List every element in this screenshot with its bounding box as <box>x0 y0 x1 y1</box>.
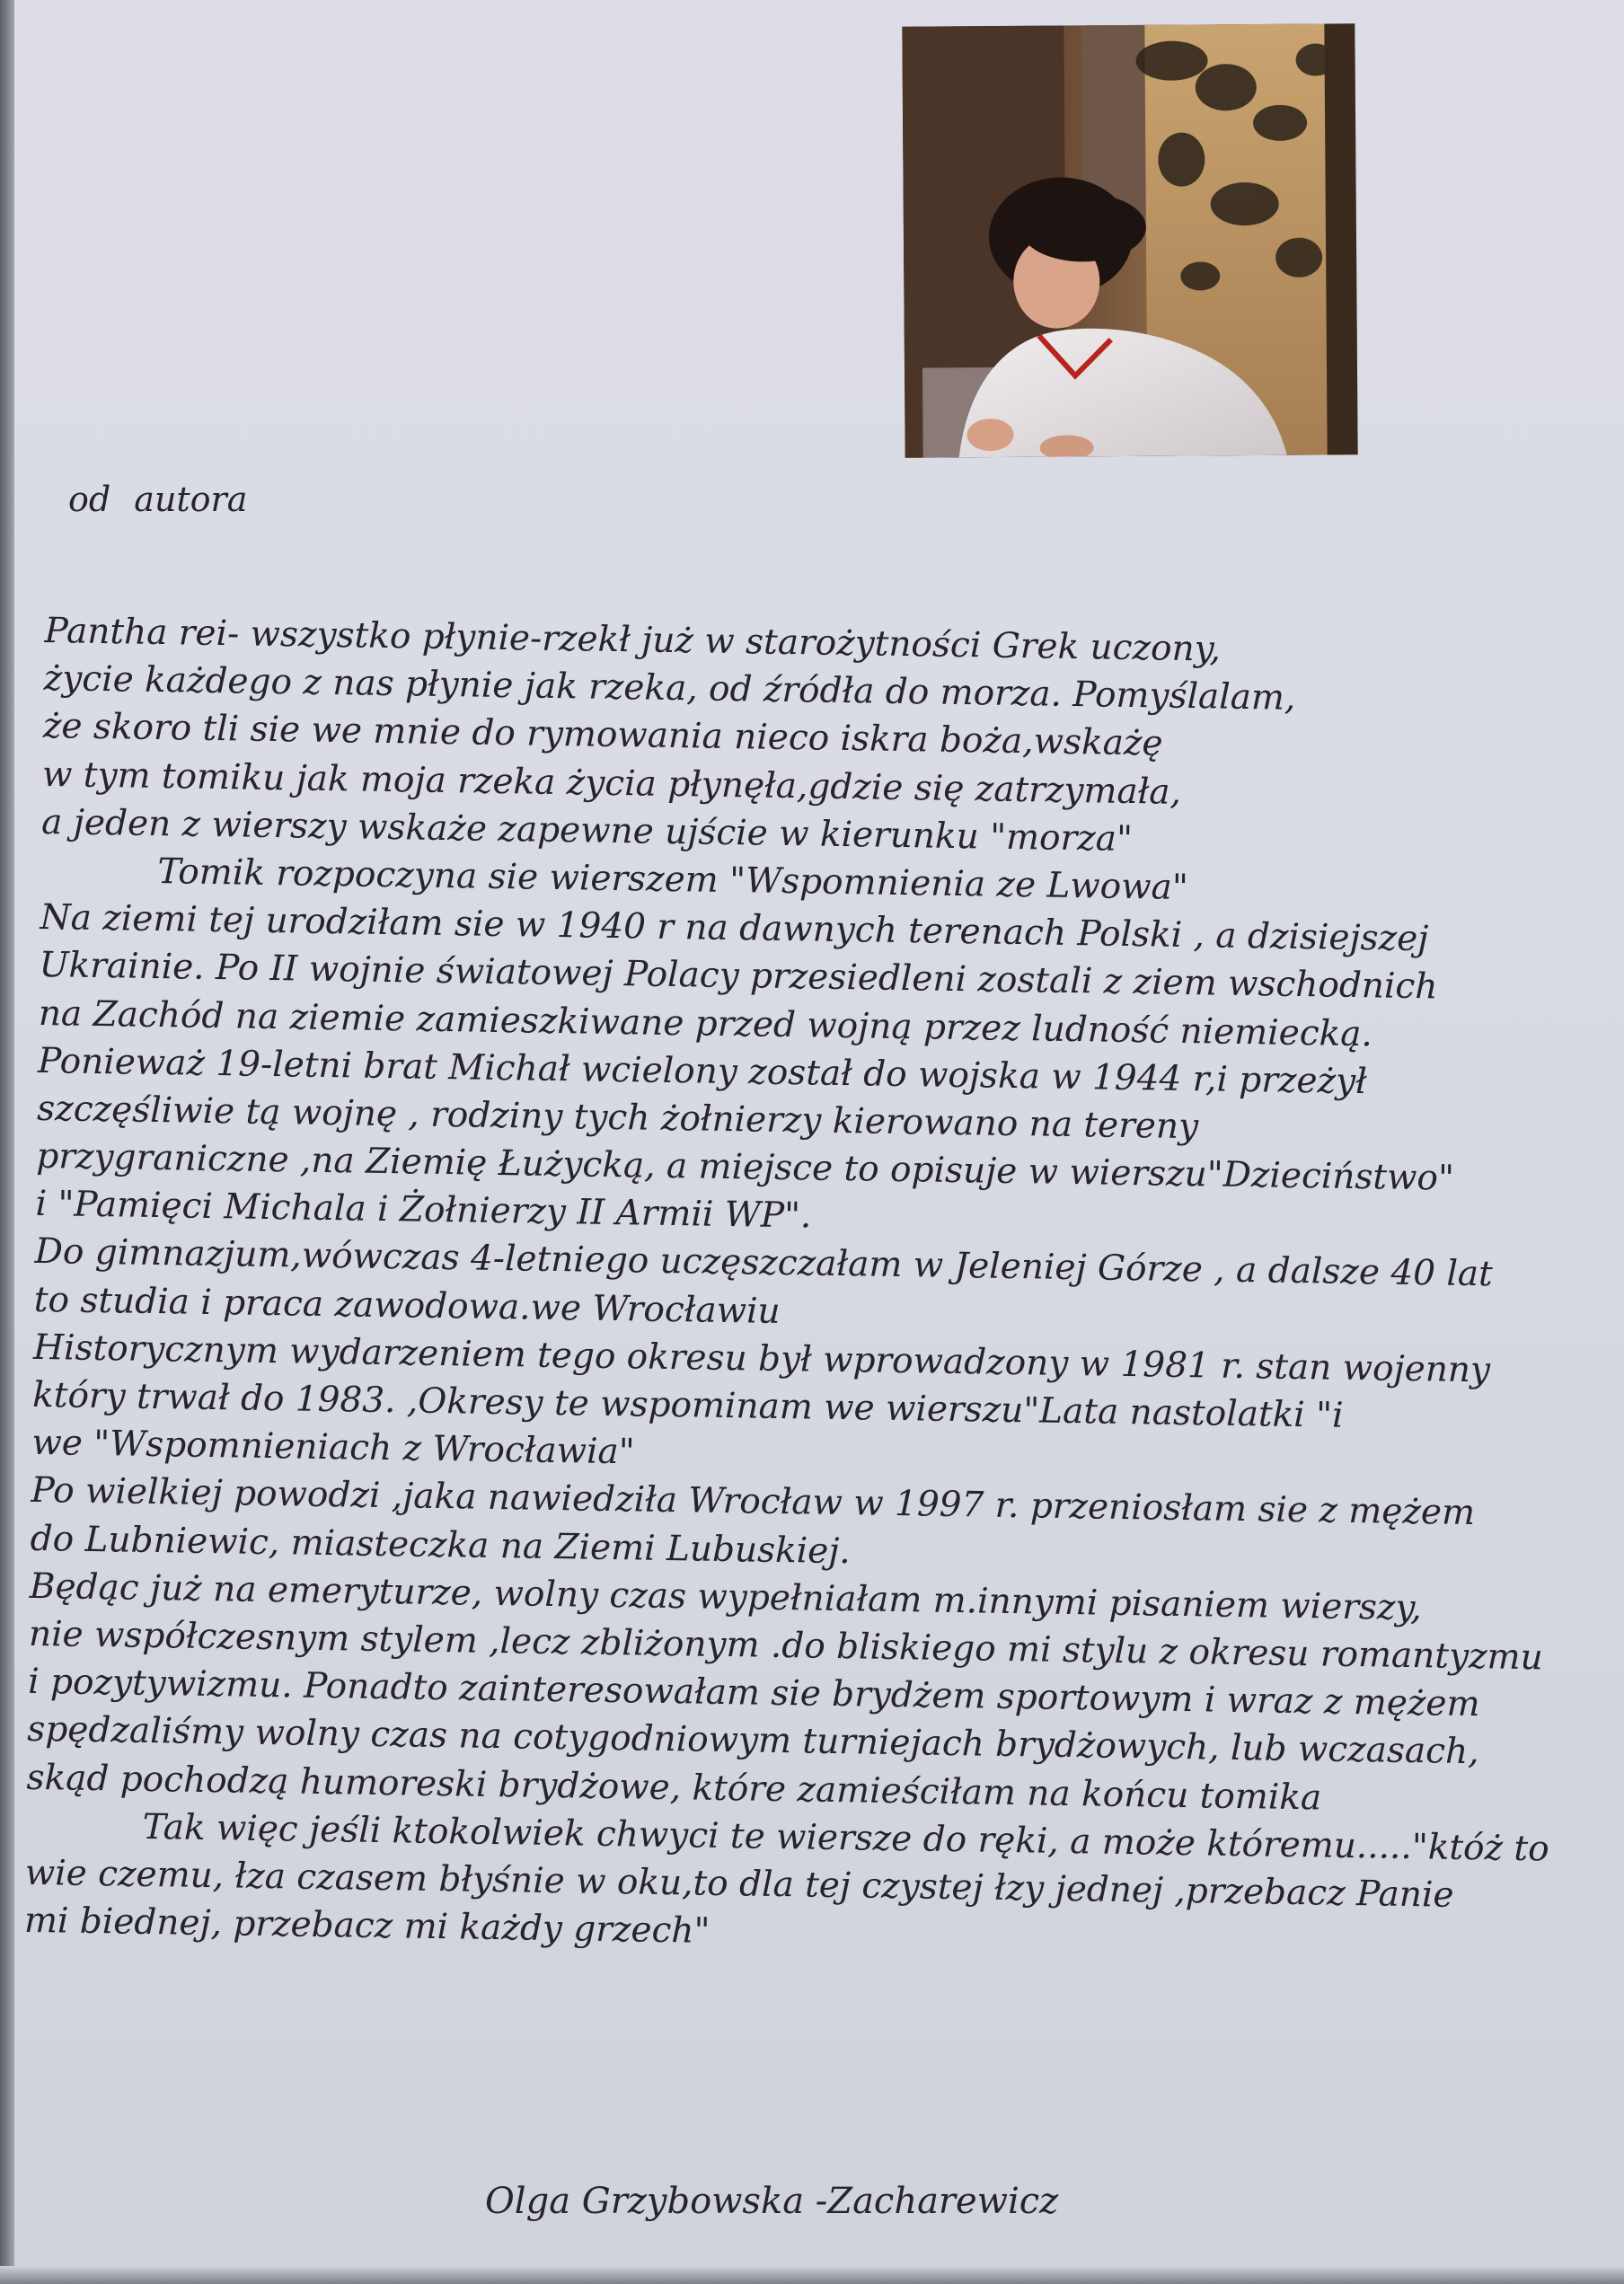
text-line: skąd pochodzą humoreski brydżowe, które zamieściłam na końcu tomika <box>26 1757 1322 1818</box>
text-line: Historycznym wydarzeniem tego okresu był wprowadzony w 1981 r. stan wojenny <box>32 1327 1491 1391</box>
text-line: nie współczesnym stylem ,lecz zbliżonym .do bliskiego mi stylu z okresu romantyzmu <box>28 1613 1544 1679</box>
text-line: Będąc już na emeryturze, wolny czas wypełniałam m.innymi pisaniem wierszy, <box>29 1565 1423 1628</box>
author-signature: Olga Grzybowska -Zacharewicz <box>485 2181 1059 2222</box>
text-line: życie każdego z nas płynie jak rzeka, od źródła do morza. Pomyślalam, <box>43 658 1296 719</box>
text-line: spędzaliśmy wolny czas na cotygodniowym turniejach brydżowych, lub wczasach, <box>27 1709 1479 1773</box>
text-line: do Lubniewic, miasteczka na Ziemi Lubuskiej. <box>30 1518 852 1572</box>
text-line: w tym tomiku jak moja rzeka życia płynęła,gdzie się zatrzymała, <box>41 754 1182 813</box>
author-photo-image <box>902 23 1357 458</box>
page-edge-shadow <box>0 0 14 2284</box>
text-line: a jeden z wierszy wskaże zapewne ujście w kierunku "morza" <box>40 801 1134 860</box>
text-line: szczęśliwie tą wojnę , rodziny tych żołnierzy kierowano na tereny <box>36 1088 1199 1148</box>
text-line: Pantha rei- wszystko płynie-rzekł już w starożytności Grek uczony, <box>44 610 1222 670</box>
author-photo <box>902 23 1357 458</box>
text-line: i "Pamięci Michala i Żołnierzy II Armii WP". <box>35 1184 812 1237</box>
text-line: i pozytywizmu. Ponadto zainteresowałam sie brydżem sportowym i wraz z mężem <box>27 1661 1480 1725</box>
preface-text <box>24 607 1608 1969</box>
text-line: że skoro tli sie we mnie do rymowania nieco iskra boża,wskażę <box>42 706 1163 764</box>
text-line: mi biednej, przebacz mi każdy grzech" <box>23 1900 710 1952</box>
text-line: na Zachód na ziemie zamieszkiwane przed wojną przez ludność niemiecką. <box>38 992 1373 1054</box>
page-bottom-shadow <box>0 2266 1624 2284</box>
text-line: Ukrainie. Po II wojnie światowej Polacy przesiedleni zostali z ziem wschodnich <box>39 945 1438 1008</box>
text-line: we "Wspomnieniach z Wrocławia" <box>31 1423 636 1473</box>
text-line: wie czemu, łza czasem błyśnie w oku,to dla tej czystej łzy jednej ,przebacz Panie <box>24 1852 1454 1916</box>
text-line: Tak więc jeśli ktokolwiek chwyci te wiersze do ręki, a może któremu....."któż to <box>142 1806 1550 1870</box>
text-line: Po wielkiej powodzi ,jaka nawiedziła Wrocław w 1997 r. przeniosłam sie z mężem <box>31 1470 1476 1534</box>
text-line: Do gimnazjum,wówczas 4-letniego uczęszczałam w Jeleniej Górze , a dalsze 40 lat <box>34 1231 1494 1295</box>
text-line: Tomik rozpoczyna sie wierszem "Wspomnienia ze Lwowa" <box>157 851 1189 908</box>
text-line: to studia i praca zawodowa.we Wrocławiu <box>33 1279 781 1332</box>
section-heading: od autora <box>68 480 248 519</box>
text-line: Ponieważ 19-letni brat Michał wcielony został do wojska w 1944 r,i przeżył <box>37 1040 1368 1102</box>
text-line: który trwał do 1983. ,Okresy te wspominam we wierszu"Lata nastolatki "i <box>31 1374 1344 1436</box>
text-line: Na ziemi tej urodziłam sie w 1940 r na dawnych terenach Polski , a dzisiejszej <box>40 897 1429 960</box>
text-line: przygraniczne ,na Ziemię Łużycką, a miejsce to opisuje w wierszu"Dzieciństwo" <box>36 1135 1455 1199</box>
